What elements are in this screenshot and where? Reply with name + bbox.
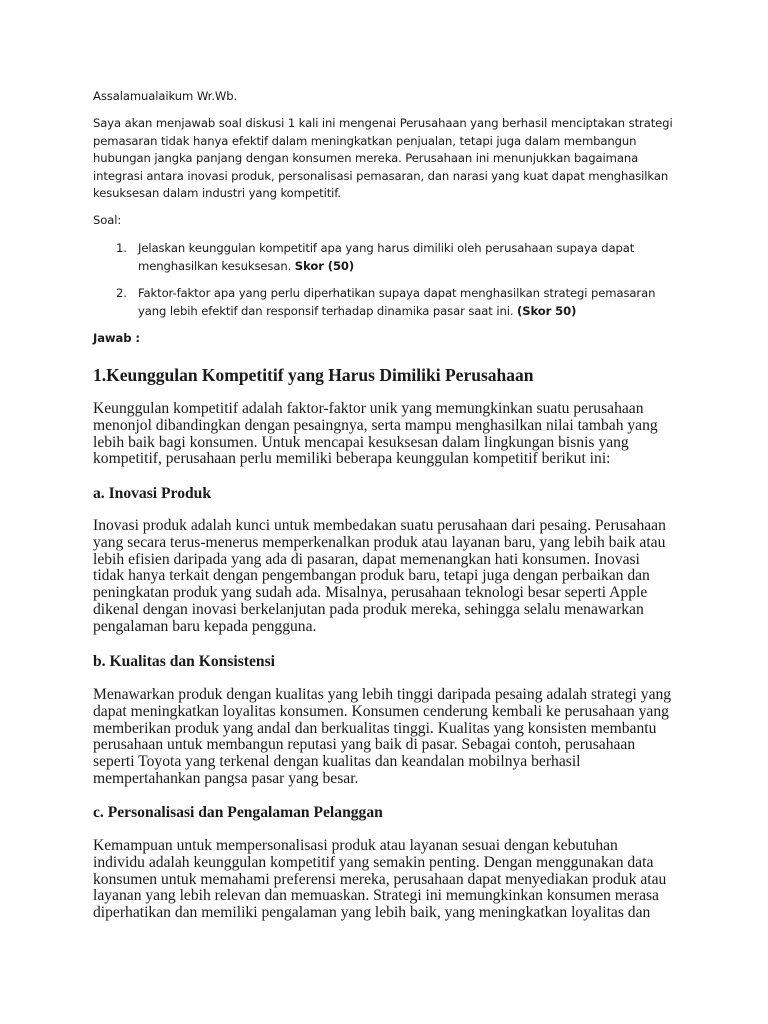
jawab-label: Jawab :: [93, 331, 140, 345]
question-score: Skor (50): [294, 258, 355, 273]
section-heading: 1.Keunggulan Kompetitif yang Harus Dimiliki Perusahaan: [93, 365, 534, 385]
question-item: [93, 285, 683, 320]
question-number: 2.: [116, 286, 127, 300]
question-text: Jelaskan keunggulan kompetitif apa yang harus dimiliki oleh perusahaan supaya dapat menghasilkan kesuksesan.: [138, 241, 635, 273]
question-list: [93, 240, 683, 320]
question-item: [93, 240, 683, 275]
subsection-body-kualitas: Menawarkan produk dengan kualitas yang lebih tinggi daripada pesaing adalah strategi yang dapat meningkatkan loyalitas konsumen. Konsumen cenderung kembali ke perusahaan yang memberikan produk yang andal dan berkualitas tinggi. Kualitas yang konsisten membantu perusahaan untuk membangun reputasi yang baik di pasar. Sebagai contoh, perusahaan seperti Toyota yang terkenal dengan kualitas dan keandalan mobilnya berhasil mempertahankan pangsa pasar yang besar.: [93, 686, 672, 787]
intro-answer-paragraph: Keunggulan kompetitif adalah faktor-faktor unik yang memungkinkan suatu perusahaan menonjol dibandingkan dengan pesaingnya, serta mampu menghasilkan nilai tambah yang lebih baik bagi konsumen. Untuk mencapai kesuksesan dalam lingkungan bisnis yang kompetitif, perusahaan perlu memiliki beberapa keunggulan kompetitif berikut ini:: [93, 400, 658, 468]
subsection-title-personalisasi: c. Personalisasi dan Pengalaman Pelanggan: [93, 804, 383, 821]
soal-label: Soal:: [93, 213, 122, 227]
question-score: (Skor 50): [517, 303, 577, 318]
subsection-title-kualitas: b. Kualitas dan Konsistensi: [93, 653, 275, 670]
greeting-text: Assalamualaikum Wr.Wb.: [93, 89, 238, 103]
subsection-body-inovasi: Inovasi produk adalah kunci untuk membedakan suatu perusahaan dari pesaing. Perusahaan yang secara terus-menerus memperkenalkan produk atau layanan baru, yang lebih baik atau lebih efisien daripada yang ada di pasaran, dapat memenangkan hati konsumen. Inovasi tidak hanya terkait dengan pengembangan produk baru, tetapi juga dengan perbaikan dan peningkatan produk yang sudah ada. Misalnya, perusahaan teknologi besar seperti Apple dikenal dengan inovasi berkelanjutan pada produk mereka, sehingga selalu menawarkan pengalaman baru kepada pengguna.: [93, 517, 666, 635]
subsection-body-personalisasi: Kemampuan untuk mempersonalisasi produk atau layanan sesuai dengan kebutuhan individu adalah keunggulan kompetitif yang semakin penting. Dengan menggunakan data konsumen untuk memahami preferensi mereka, perusahaan dapat menyediakan produk atau layanan yang lebih relevan dan memuaskan. Strategi ini memungkinkan konsumen merasa diperhatikan dan memiliki pengalaman yang lebih baik, yang meningkatkan loyalitas dan: [93, 837, 667, 922]
question-number: 1.: [116, 241, 127, 255]
subsection-title-inovasi: a. Inovasi Produk: [93, 485, 212, 502]
question-text: Faktor-faktor apa yang perlu diperhatikan supaya dapat menghasilkan strategi pemasaran yang lebih efektif dan responsif terhadap dinamika pasar saat ini.: [138, 286, 656, 318]
intro-paragraph: Saya akan menjawab soal diskusi 1 kali ini mengenai Perusahaan yang berhasil menciptakan strategi pemasaran tidak hanya efektif dalam meningkatkan penjualan, tetapi juga dalam membangun hubungan jangka panjang dengan konsumen mereka. Perusahaan ini menunjukkan bagaimana integrasi antara inovasi produk, personalisasi pemasaran, dan narasi yang kuat dapat menghasilkan kesuksesan dalam industri yang kompetitif.: [93, 116, 673, 200]
